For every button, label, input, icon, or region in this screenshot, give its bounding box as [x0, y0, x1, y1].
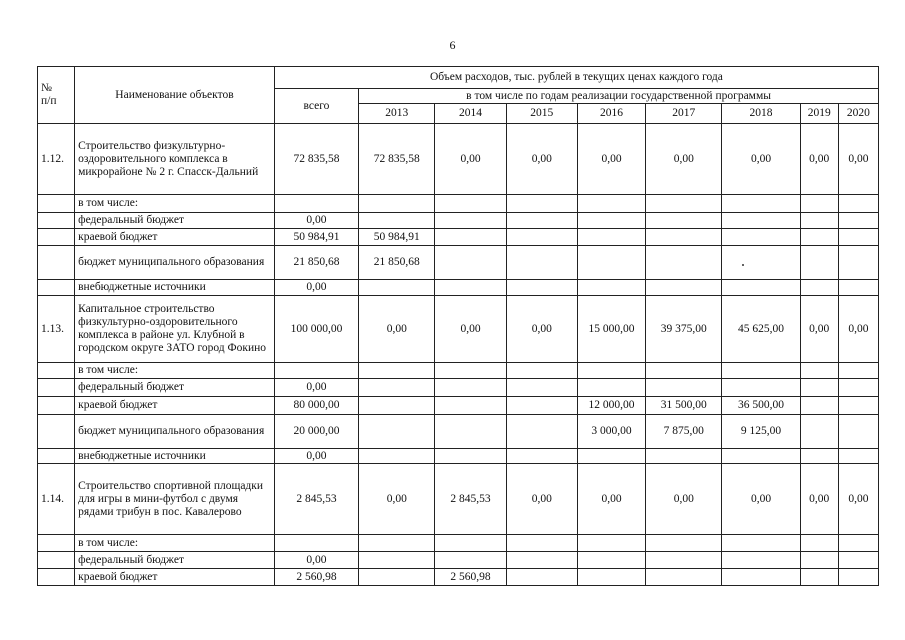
year-value-cell: [838, 379, 878, 397]
total-cell: 72 835,58: [274, 124, 358, 195]
row-number-cell: [38, 195, 75, 213]
year-value-cell: [359, 449, 435, 464]
year-value-cell: 0,00: [800, 124, 838, 195]
year-value-cell: [506, 379, 577, 397]
table-row: [38, 379, 879, 397]
year-value-cell: [506, 213, 577, 229]
header-year: 2018: [722, 104, 800, 124]
row-number-cell: [38, 397, 75, 415]
row-name-cell: федеральный бюджет: [75, 552, 275, 569]
year-value-cell: [722, 213, 800, 229]
year-value-cell: 9 125,00: [722, 415, 800, 449]
total-cell: [274, 363, 358, 379]
year-value-cell: [722, 569, 800, 586]
total-cell: 2 845,53: [274, 464, 358, 535]
year-value-cell: [359, 195, 435, 213]
year-value-cell: [577, 280, 645, 296]
year-value-cell: 0,00: [722, 124, 800, 195]
total-cell: 100 000,00: [274, 296, 358, 363]
year-value-cell: 0,00: [838, 296, 878, 363]
header-name: Наименование объектов: [75, 67, 275, 124]
year-value-cell: [506, 280, 577, 296]
year-value-cell: [838, 397, 878, 415]
row-name-cell: внебюджетные источники: [75, 280, 275, 296]
total-cell: [274, 195, 358, 213]
year-value-cell: [506, 449, 577, 464]
table-row: [38, 397, 879, 415]
header-by-years: в том числе по годам реализации государственной программы: [359, 89, 879, 104]
table-row: [38, 535, 879, 552]
year-value-cell: 36 500,00: [722, 397, 800, 415]
year-value-cell: [800, 229, 838, 246]
row-number-cell: 1.12.: [38, 124, 75, 195]
year-value-cell: [359, 397, 435, 415]
year-value-cell: [435, 363, 506, 379]
row-number-cell: 1.13.: [38, 296, 75, 363]
row-number-cell: [38, 379, 75, 397]
row-number-cell: [38, 213, 75, 229]
year-value-cell: 2 560,98: [435, 569, 506, 586]
year-value-cell: 0,00: [577, 464, 645, 535]
year-value-cell: [722, 195, 800, 213]
table-row: [38, 363, 879, 379]
year-value-cell: [359, 415, 435, 449]
year-value-cell: 0,00: [506, 464, 577, 535]
year-value-cell: [506, 195, 577, 213]
stray-mark: [742, 264, 744, 266]
year-value-cell: 0,00: [577, 124, 645, 195]
year-value-cell: [646, 535, 722, 552]
year-value-cell: [646, 195, 722, 213]
total-cell: 0,00: [274, 379, 358, 397]
year-value-cell: 0,00: [506, 296, 577, 363]
row-number-cell: [38, 246, 75, 280]
row-name-cell: в том числе:: [75, 535, 275, 552]
row-name-cell: Капитальное строительство физкультурно-оздоровительного комплекса в районе ул. Клубной в городском округе ЗАТО город Фокино: [75, 296, 275, 363]
header-year: 2014: [435, 104, 506, 124]
year-value-cell: 0,00: [359, 296, 435, 363]
row-number-cell: [38, 569, 75, 586]
year-value-cell: 39 375,00: [646, 296, 722, 363]
year-value-cell: [800, 280, 838, 296]
year-value-cell: [800, 246, 838, 280]
year-value-cell: [800, 213, 838, 229]
year-value-cell: [646, 449, 722, 464]
header-year: 2019: [800, 104, 838, 124]
row-name-cell: федеральный бюджет: [75, 213, 275, 229]
page-number: 6: [449, 38, 456, 52]
year-value-cell: [506, 552, 577, 569]
year-value-cell: [435, 229, 506, 246]
year-value-cell: [800, 363, 838, 379]
year-value-cell: [646, 229, 722, 246]
year-value-cell: 0,00: [359, 464, 435, 535]
row-name-cell: бюджет муниципального образования: [75, 246, 275, 280]
year-value-cell: [838, 569, 878, 586]
total-cell: 50 984,91: [274, 229, 358, 246]
table-row: [38, 195, 879, 213]
year-value-cell: [838, 229, 878, 246]
year-value-cell: 3 000,00: [577, 415, 645, 449]
budget-table: [37, 66, 879, 586]
year-value-cell: [800, 397, 838, 415]
table-row: [38, 213, 879, 229]
year-value-cell: [577, 569, 645, 586]
year-value-cell: [435, 213, 506, 229]
year-value-cell: [646, 552, 722, 569]
year-value-cell: [800, 569, 838, 586]
year-value-cell: [359, 535, 435, 552]
year-value-cell: 72 835,58: [359, 124, 435, 195]
table-row: [38, 280, 879, 296]
year-value-cell: [435, 449, 506, 464]
year-value-cell: [577, 379, 645, 397]
table-row: [38, 552, 879, 569]
year-value-cell: [577, 552, 645, 569]
year-value-cell: 0,00: [435, 124, 506, 195]
year-value-cell: [838, 415, 878, 449]
table-row: [38, 415, 879, 449]
header-year: 2015: [506, 104, 577, 124]
year-value-cell: [359, 280, 435, 296]
year-value-cell: [577, 449, 645, 464]
year-value-cell: [722, 246, 800, 280]
year-value-cell: 7 875,00: [646, 415, 722, 449]
year-value-cell: [506, 246, 577, 280]
total-cell: 0,00: [274, 280, 358, 296]
year-value-cell: [800, 535, 838, 552]
year-value-cell: [722, 363, 800, 379]
year-value-cell: [838, 449, 878, 464]
header-year: 2020: [838, 104, 878, 124]
year-value-cell: [838, 213, 878, 229]
year-value-cell: 0,00: [506, 124, 577, 195]
year-value-cell: [435, 280, 506, 296]
year-value-cell: [435, 415, 506, 449]
header-num: № п/п: [38, 67, 75, 124]
header-year: 2013: [359, 104, 435, 124]
year-value-cell: [577, 213, 645, 229]
year-value-cell: 0,00: [800, 296, 838, 363]
year-value-cell: [838, 195, 878, 213]
table-row: [38, 569, 879, 586]
year-value-cell: [506, 569, 577, 586]
year-value-cell: [577, 229, 645, 246]
year-value-cell: [800, 415, 838, 449]
year-value-cell: [359, 363, 435, 379]
year-value-cell: 0,00: [800, 464, 838, 535]
year-value-cell: [506, 229, 577, 246]
total-cell: 80 000,00: [274, 397, 358, 415]
year-value-cell: [646, 213, 722, 229]
year-value-cell: [435, 552, 506, 569]
table-row-object: [38, 464, 879, 535]
year-value-cell: [577, 363, 645, 379]
table-row: [38, 246, 879, 280]
header-year: 2017: [646, 104, 722, 124]
year-value-cell: 0,00: [838, 124, 878, 195]
year-value-cell: [838, 363, 878, 379]
row-name-cell: краевой бюджет: [75, 397, 275, 415]
total-cell: 0,00: [274, 213, 358, 229]
table-row-object: [38, 124, 879, 195]
year-value-cell: [800, 195, 838, 213]
row-name-cell: краевой бюджет: [75, 229, 275, 246]
year-value-cell: [435, 195, 506, 213]
year-value-cell: 45 625,00: [722, 296, 800, 363]
row-name-cell: бюджет муниципального образования: [75, 415, 275, 449]
year-value-cell: [359, 569, 435, 586]
year-value-cell: [800, 552, 838, 569]
row-number-cell: [38, 535, 75, 552]
row-number-cell: 1.14.: [38, 464, 75, 535]
year-value-cell: [722, 229, 800, 246]
total-cell: 0,00: [274, 552, 358, 569]
row-name-cell: в том числе:: [75, 195, 275, 213]
year-value-cell: [435, 246, 506, 280]
table-body: [38, 124, 879, 586]
year-value-cell: 50 984,91: [359, 229, 435, 246]
header-volume: Объем расходов, тыс. рублей в текущих ценах каждого года: [274, 67, 878, 89]
year-value-cell: 0,00: [435, 296, 506, 363]
year-value-cell: [722, 280, 800, 296]
year-value-cell: [359, 213, 435, 229]
year-value-cell: [506, 397, 577, 415]
year-value-cell: 31 500,00: [646, 397, 722, 415]
row-number-cell: [38, 449, 75, 464]
year-value-cell: 12 000,00: [577, 397, 645, 415]
year-value-cell: [359, 552, 435, 569]
year-value-cell: [646, 379, 722, 397]
year-value-cell: [506, 415, 577, 449]
year-value-cell: 0,00: [646, 124, 722, 195]
row-name-cell: федеральный бюджет: [75, 379, 275, 397]
header-total: всего: [274, 89, 358, 124]
year-value-cell: 0,00: [646, 464, 722, 535]
year-value-cell: 21 850,68: [359, 246, 435, 280]
year-value-cell: [506, 535, 577, 552]
total-cell: 21 850,68: [274, 246, 358, 280]
row-number-cell: [38, 229, 75, 246]
row-name-cell: краевой бюджет: [75, 569, 275, 586]
total-cell: [274, 535, 358, 552]
year-value-cell: [722, 552, 800, 569]
year-value-cell: [800, 449, 838, 464]
row-name-cell: Строительство физкультурно-оздоровительного комплекса в микрорайоне № 2 г. Спасск-Дальний: [75, 124, 275, 195]
row-number-cell: [38, 552, 75, 569]
year-value-cell: 2 845,53: [435, 464, 506, 535]
total-cell: 20 000,00: [274, 415, 358, 449]
year-value-cell: [838, 280, 878, 296]
table-row: [38, 449, 879, 464]
year-value-cell: [646, 363, 722, 379]
year-value-cell: [722, 535, 800, 552]
row-number-cell: [38, 415, 75, 449]
row-number-cell: [38, 280, 75, 296]
year-value-cell: [646, 246, 722, 280]
year-value-cell: 0,00: [722, 464, 800, 535]
year-value-cell: 0,00: [838, 464, 878, 535]
table-row-object: [38, 296, 879, 363]
year-value-cell: [577, 535, 645, 552]
year-value-cell: [646, 280, 722, 296]
year-value-cell: [722, 449, 800, 464]
row-name-cell: внебюджетные источники: [75, 449, 275, 464]
row-name-cell: Строительство спортивной площадки для игры в мини-футбол с двумя рядами трибун в пос. Кавалерово: [75, 464, 275, 535]
total-cell: 0,00: [274, 449, 358, 464]
year-value-cell: [577, 195, 645, 213]
year-value-cell: [435, 397, 506, 415]
year-value-cell: [435, 379, 506, 397]
year-value-cell: [577, 246, 645, 280]
year-value-cell: [506, 363, 577, 379]
year-value-cell: [838, 246, 878, 280]
year-value-cell: 15 000,00: [577, 296, 645, 363]
year-value-cell: [838, 535, 878, 552]
year-value-cell: [722, 379, 800, 397]
row-name-cell: в том числе:: [75, 363, 275, 379]
row-number-cell: [38, 363, 75, 379]
year-value-cell: [838, 552, 878, 569]
year-value-cell: [646, 569, 722, 586]
year-value-cell: [435, 535, 506, 552]
year-value-cell: [359, 379, 435, 397]
year-value-cell: [800, 379, 838, 397]
header-year: 2016: [577, 104, 645, 124]
total-cell: 2 560,98: [274, 569, 358, 586]
table-row: [38, 229, 879, 246]
